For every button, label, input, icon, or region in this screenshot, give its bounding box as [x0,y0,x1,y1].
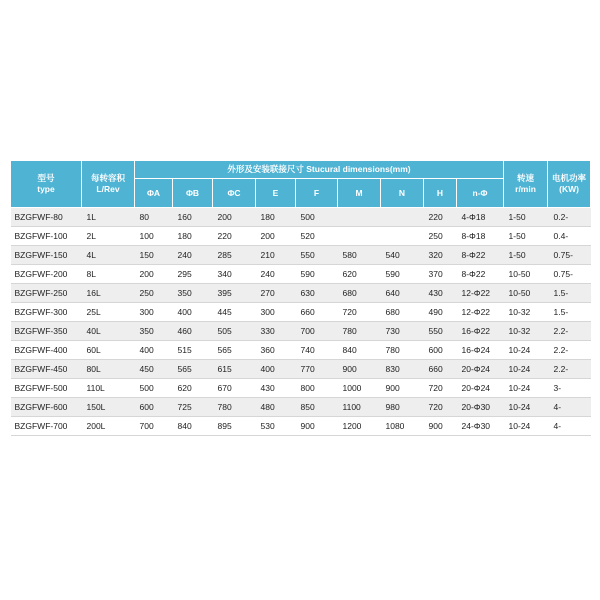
cell-dim-n: 540 [381,246,424,265]
cell-dim-m: 680 [338,284,381,303]
cell-model: BZGFWF-600 [11,398,82,417]
header-dim-f: F [296,179,338,208]
cell-dim-b: 515 [173,341,213,360]
cell-dim-b: 295 [173,265,213,284]
cell-dim-f: 630 [296,284,338,303]
cell-speed: 10-24 [504,360,548,379]
table-row [11,303,591,322]
cell-speed: 10-24 [504,417,548,436]
cell-holes: 24-Φ30 [457,417,504,436]
header-speed-cn: 转速 [517,173,535,183]
cell-speed: 10-24 [504,398,548,417]
cell-dim-m: 1000 [338,379,381,398]
cell-dim-f: 550 [296,246,338,265]
cell-dim-c: 565 [213,341,256,360]
cell-speed: 10-32 [504,303,548,322]
header-dim-n: N [381,179,424,208]
cell-model: BZGFWF-150 [11,246,82,265]
cell-dim-a: 80 [135,208,173,227]
cell-dim-e: 530 [256,417,296,436]
cell-dim-n: 680 [381,303,424,322]
cell-dim-c: 220 [213,227,256,246]
table-row [11,398,591,417]
cell-holes: 8-Φ22 [457,265,504,284]
cell-dim-b: 725 [173,398,213,417]
cell-dim-h: 550 [424,322,457,341]
cell-model: BZGFWF-400 [11,341,82,360]
cell-dim-f: 500 [296,208,338,227]
cell-dim-h: 320 [424,246,457,265]
cell-dim-n: 830 [381,360,424,379]
cell-model: BZGFWF-100 [11,227,82,246]
cell-dim-m: 1200 [338,417,381,436]
cell-dim-h: 430 [424,284,457,303]
header-dim-holes: n-Φ [457,179,504,208]
table-row [11,360,591,379]
cell-speed: 1-50 [504,208,548,227]
cell-dim-a: 450 [135,360,173,379]
cell-dim-e: 270 [256,284,296,303]
cell-holes: 8-Φ22 [457,246,504,265]
cell-dim-m: 780 [338,322,381,341]
cell-holes: 20-Φ24 [457,360,504,379]
cell-holes: 20-Φ24 [457,379,504,398]
cell-dim-c: 285 [213,246,256,265]
header-speed [504,161,548,208]
cell-capacity: 80L [82,360,135,379]
cell-dim-e: 360 [256,341,296,360]
header-power-en: (KW) [559,184,579,194]
cell-dim-b: 460 [173,322,213,341]
cell-speed: 1-50 [504,246,548,265]
cell-dim-m [338,227,381,246]
cell-capacity: 60L [82,341,135,360]
header-dimensions: 外形及安装联接尺寸 Stucural dimensions(mm) [135,161,504,179]
cell-dim-b: 240 [173,246,213,265]
cell-dim-c: 780 [213,398,256,417]
cell-dim-n: 640 [381,284,424,303]
cell-model: BZGFWF-450 [11,360,82,379]
cell-dim-c: 395 [213,284,256,303]
cell-dim-f: 590 [296,265,338,284]
cell-capacity: 200L [82,417,135,436]
cell-dim-b: 350 [173,284,213,303]
cell-capacity: 40L [82,322,135,341]
header-type-cn: 型号 [37,173,55,183]
cell-dim-e: 430 [256,379,296,398]
cell-dim-a: 350 [135,322,173,341]
cell-holes: 20-Φ30 [457,398,504,417]
cell-dim-e: 400 [256,360,296,379]
cell-holes: 4-Φ18 [457,208,504,227]
cell-speed: 10-24 [504,341,548,360]
cell-dim-n: 980 [381,398,424,417]
cell-dim-c: 340 [213,265,256,284]
cell-model: BZGFWF-500 [11,379,82,398]
cell-capacity: 8L [82,265,135,284]
header-power [548,161,591,208]
cell-speed: 10-50 [504,265,548,284]
table-row [11,227,591,246]
cell-power: 4- [548,417,591,436]
cell-power: 0.2- [548,208,591,227]
cell-dim-f: 660 [296,303,338,322]
cell-dim-m: 620 [338,265,381,284]
cell-capacity: 25L [82,303,135,322]
cell-dim-n: 780 [381,341,424,360]
cell-model: BZGFWF-80 [11,208,82,227]
header-dim-m: M [338,179,381,208]
cell-capacity: 2L [82,227,135,246]
cell-dim-f: 700 [296,322,338,341]
cell-dim-h: 720 [424,379,457,398]
cell-power: 3- [548,379,591,398]
cell-capacity: 110L [82,379,135,398]
cell-dim-e: 180 [256,208,296,227]
header-power-cn: 电机功率 [552,173,587,183]
table-row [11,284,591,303]
header-dim-b: ΦB [173,179,213,208]
table-row [11,246,591,265]
cell-dim-e: 330 [256,322,296,341]
cell-dim-f: 850 [296,398,338,417]
cell-dim-e: 480 [256,398,296,417]
header-dim-c: ΦC [213,179,256,208]
cell-dim-h: 660 [424,360,457,379]
cell-dim-n: 900 [381,379,424,398]
cell-power: 1.5- [548,303,591,322]
cell-capacity: 150L [82,398,135,417]
cell-dim-b: 180 [173,227,213,246]
table-row [11,341,591,360]
cell-dim-e: 240 [256,265,296,284]
cell-holes: 16-Φ24 [457,341,504,360]
cell-model: BZGFWF-350 [11,322,82,341]
cell-capacity: 1L [82,208,135,227]
cell-dim-h: 490 [424,303,457,322]
header-type-en: type [37,184,55,194]
cell-dim-a: 500 [135,379,173,398]
cell-power: 0.75- [548,265,591,284]
cell-dim-m [338,208,381,227]
table-row [11,322,591,341]
cell-dim-b: 620 [173,379,213,398]
cell-holes: 12-Φ22 [457,284,504,303]
cell-dim-f: 770 [296,360,338,379]
cell-dim-c: 445 [213,303,256,322]
cell-dim-f: 900 [296,417,338,436]
cell-dim-n: 1080 [381,417,424,436]
cell-dim-h: 370 [424,265,457,284]
header-capacity-en: L/Rev [96,184,120,194]
cell-dim-h: 250 [424,227,457,246]
cell-dim-a: 200 [135,265,173,284]
cell-holes: 8-Φ18 [457,227,504,246]
cell-dim-b: 840 [173,417,213,436]
table-row [11,265,591,284]
cell-speed: 1-50 [504,227,548,246]
cell-power: 4- [548,398,591,417]
cell-speed: 10-50 [504,284,548,303]
table-row [11,379,591,398]
cell-dim-e: 210 [256,246,296,265]
cell-model: BZGFWF-300 [11,303,82,322]
table-header [11,161,591,208]
cell-dim-f: 800 [296,379,338,398]
cell-dim-c: 670 [213,379,256,398]
header-capacity [82,161,135,208]
cell-dim-a: 150 [135,246,173,265]
cell-power: 0.75- [548,246,591,265]
header-dim-e: E [256,179,296,208]
header-capacity-cn: 每转容积 [90,173,125,183]
table-row [11,417,591,436]
cell-dim-m: 900 [338,360,381,379]
cell-speed: 10-32 [504,322,548,341]
cell-dim-c: 200 [213,208,256,227]
table-row [11,208,591,227]
cell-dim-a: 700 [135,417,173,436]
cell-dim-n [381,227,424,246]
cell-capacity: 4L [82,246,135,265]
cell-dim-m: 840 [338,341,381,360]
cell-dim-h: 720 [424,398,457,417]
cell-holes: 12-Φ22 [457,303,504,322]
cell-power: 2.2- [548,360,591,379]
cell-dim-a: 100 [135,227,173,246]
header-type [11,161,82,208]
cell-dim-f: 520 [296,227,338,246]
cell-dim-c: 615 [213,360,256,379]
cell-speed: 10-24 [504,379,548,398]
spec-table [10,160,591,436]
cell-holes: 16-Φ22 [457,322,504,341]
cell-dim-m: 1100 [338,398,381,417]
cell-dim-h: 220 [424,208,457,227]
cell-dim-b: 400 [173,303,213,322]
cell-dim-c: 895 [213,417,256,436]
spec-table-container [10,160,590,436]
cell-dim-m: 580 [338,246,381,265]
cell-dim-e: 300 [256,303,296,322]
cell-dim-n: 590 [381,265,424,284]
cell-dim-a: 250 [135,284,173,303]
cell-dim-n: 730 [381,322,424,341]
header-speed-en: r/min [515,184,536,194]
cell-dim-m: 720 [338,303,381,322]
cell-model: BZGFWF-250 [11,284,82,303]
cell-power: 0.4- [548,227,591,246]
cell-dim-e: 200 [256,227,296,246]
header-dim-a: ΦA [135,179,173,208]
cell-capacity: 16L [82,284,135,303]
cell-model: BZGFWF-700 [11,417,82,436]
cell-dim-h: 600 [424,341,457,360]
cell-dim-b: 160 [173,208,213,227]
cell-dim-a: 300 [135,303,173,322]
cell-dim-n [381,208,424,227]
cell-model: BZGFWF-200 [11,265,82,284]
header-dim-h: H [424,179,457,208]
cell-dim-a: 400 [135,341,173,360]
cell-power: 2.2- [548,341,591,360]
cell-power: 2.2- [548,322,591,341]
cell-power: 1.5- [548,284,591,303]
cell-dim-b: 565 [173,360,213,379]
table-body [11,208,591,436]
cell-dim-f: 740 [296,341,338,360]
cell-dim-h: 900 [424,417,457,436]
cell-dim-a: 600 [135,398,173,417]
cell-dim-c: 505 [213,322,256,341]
